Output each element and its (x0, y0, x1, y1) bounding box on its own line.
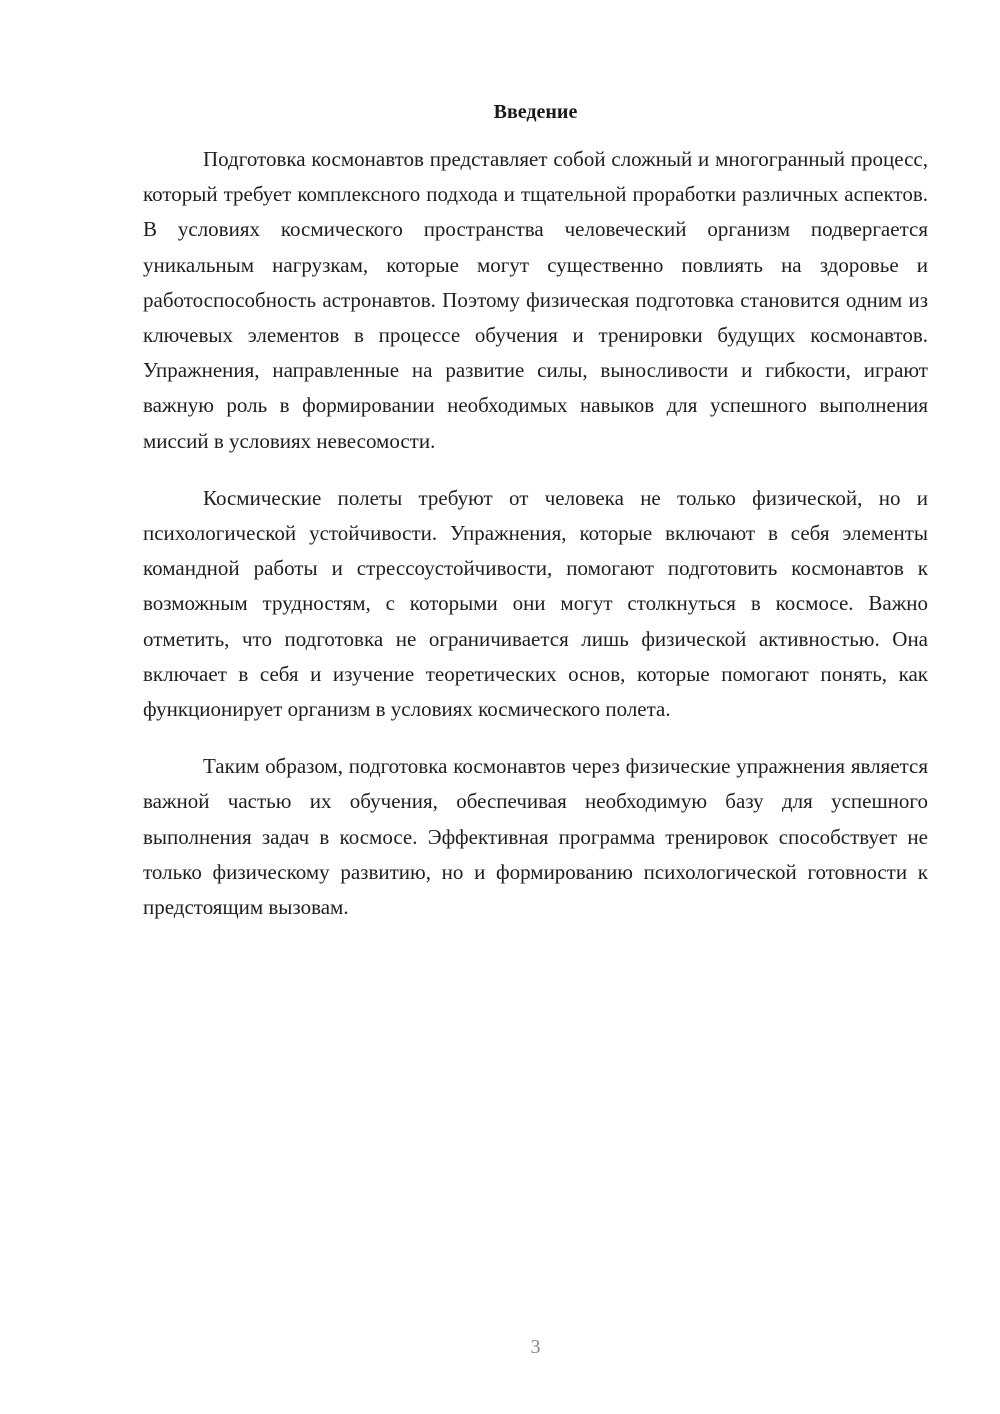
paragraph-3: Таким образом, подготовка космонавтов через физические упражнения является важной частью их обучения, обеспечивая необходимую базу для успешного выполнения задач в космосе. Эффективная программа тренировок способствует не только физическому развитию, но и формированию психологической готовности к предстоящим вызовам. (143, 754, 928, 920)
section-heading: Введение (493, 101, 578, 123)
paragraph-1: Подготовка космонавтов представляет собой сложный и многогранный процесс, который требует комплексного подхода и тщательной проработки различных аспектов. В условиях космического пространства человеческий организм подвергается уникальным нагрузкам, которые могут существенно повлиять на здоровье и работоспособность астронавтов. Поэтому физическая подготовка становится одним из ключевых элементов в процессе обучения и тренировки будущих космонавтов. Упражнения, направленные на развитие силы, выносливости и гибкости, играют важную роль в формировании необходимых навыков для успешного выполнения миссий в условиях невесомости. (143, 147, 928, 453)
page-number: 3 (530, 1336, 541, 1358)
body-text (143, 142, 928, 947)
paragraph-2: Космические полеты требуют от человека не только физической, но и психологической устойчивости. Упражнения, которые включают в себя элементы командной работы и стрессоустойчивости, помогают подготовить космонавтов к возможным трудностям, с которыми они могут столкнуться в космосе. Важно отметить, что подготовка не ограничивается лишь физической активностью. Она включает в себя и изучение теоретических основ, которые помогают понять, как функционирует организм в условиях космического полета. (143, 485, 928, 722)
